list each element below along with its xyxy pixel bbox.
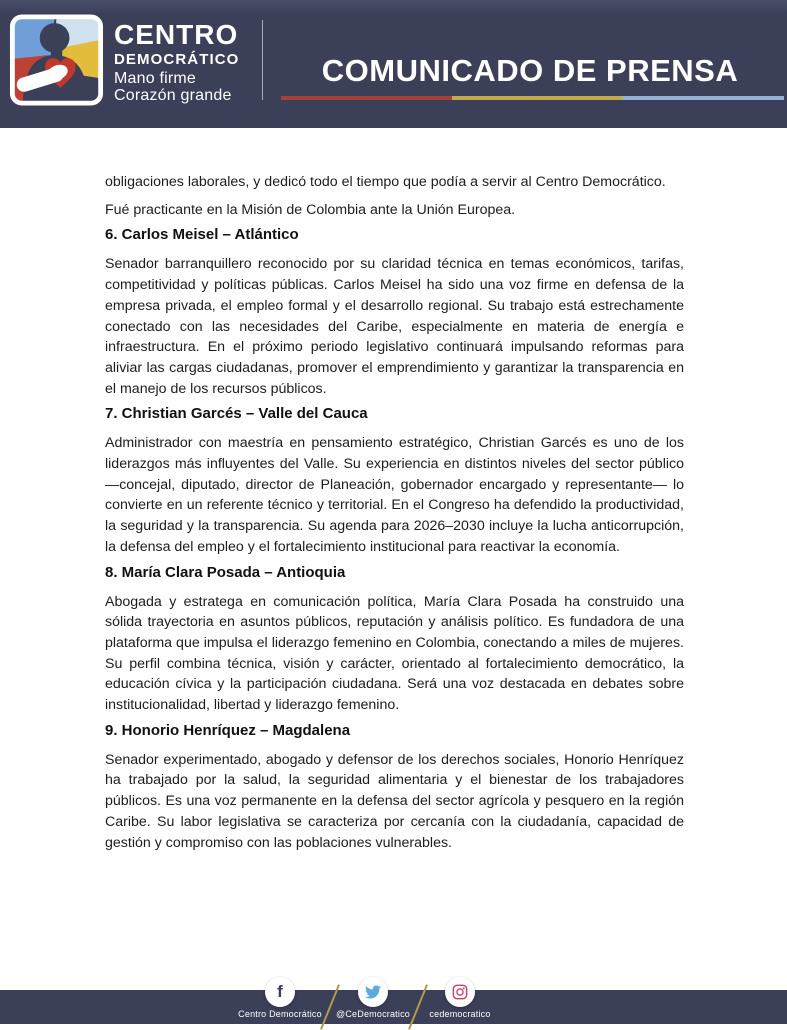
- twitter-icon[interactable]: [358, 977, 388, 1007]
- header-divider: [262, 20, 263, 100]
- social-item-facebook[interactable]: [235, 977, 325, 1019]
- banner-area: [280, 0, 780, 128]
- page-title: COMUNICADO DE PRENSA: [321, 53, 739, 88]
- intro-paragraph-2: Fué practicante en la Misión de Colombia ante la Unión Europea.: [105, 201, 516, 218]
- section-heading: 7. Christian Garcés – Valle del Cauca: [105, 405, 368, 423]
- section-maria-clara-posada: [105, 565, 684, 716]
- section-christian-garces: [105, 406, 684, 557]
- section-honorio-henriquez: [105, 723, 684, 854]
- facebook-handle: Centro Democrático: [238, 1009, 322, 1019]
- press-release-body: [105, 172, 684, 860]
- logo-wordmark: [114, 21, 239, 104]
- social-item-twitter[interactable]: [328, 977, 418, 1019]
- instagram-icon[interactable]: [445, 977, 475, 1007]
- underline-blue-segment: [623, 96, 784, 100]
- underline-yellow-segment: [452, 96, 623, 100]
- intro-paragraph-1: obligaciones laborales, y dedicó todo el tiempo que podía a servir al Centro Democrático.: [105, 174, 666, 190]
- section-paragraph: Senador barranquillero reconocido por su claridad técnica en temas económicos, tarifas, competitividad y políticas públicas. Carlos Meisel ha sido una voz firme en defensa de la empresa privada, el empleo formal y el desarrollo regional. Su trabajo está estrechamente conectado con las necesidades del Caribe, especialmente en materia de energía e infraestructura. En el próximo periodo legislativo continuará impulsando reformas para aliviar las cargas ciudadanas, promover el emprendimiento y garantizar la transparencia en el manejo de los recursos públicos.: [105, 256, 684, 397]
- section-paragraph: Senador experimentado, abogado y defensor de los derechos sociales, Honorio Henríquez ha trabajado por la salud, la seguridad alimentaria y el bienestar de los trabajadores públicos. Es una voz permanente en la defensa del sector agrícola y pesquero en la región Caribe. Su labor legislativa se caracteriza por cercanía con la ciudadanía, capacidad de gestión y compromiso con las poblaciones vulnerables.: [105, 751, 684, 851]
- social-item-instagram[interactable]: [415, 977, 505, 1019]
- facebook-icon[interactable]: f: [265, 977, 295, 1007]
- instagram-handle: cedemocratico: [429, 1009, 491, 1019]
- underline-red-segment: [281, 96, 452, 100]
- section-heading: 6. Carlos Meisel – Atlántico: [105, 226, 299, 244]
- logo-tagline-2: Corazón grande: [114, 87, 232, 104]
- logo-title-democratico: DEMOCRÁTICO: [114, 51, 240, 68]
- section-paragraph: Abogada y estratega en comunicación política, María Clara Posada ha construido una sólida trayectoria en asuntos públicos, reputación y análisis político. Es fundadora de una plataforma que impulsa el liderazgo femenino en Colombia, conectando a miles de mujeres. Su perfil combina técnica, visión y carácter, orientado al fortalecimiento democrático, la educación cívica y la participación ciudadana. Será una voz destacada en debates sobre institucionalidad, libertad y liderazgo femenino.: [105, 593, 684, 714]
- centro-democratico-logo: [8, 13, 105, 107]
- section-paragraph: Administrador con maestría en pensamiento estratégico, Christian Garcés es uno de los liderazgos más influyentes del Valle. Su experiencia en distintos niveles del sector público —concejal, diputado, director de Planeación, gobernador encargado y representante— lo convierte en un referente técnico y territorial. En el Congreso ha defendido la productividad, la seguridad y la transparencia. Su agenda para 2026–2030 incluye la lucha anticorrupción, la defensa del empleo y el fortalecimiento institucional para reactivar la economía.: [105, 435, 684, 555]
- header-banner: [0, 0, 787, 128]
- section-heading: 8. María Clara Posada – Antioquia: [105, 563, 346, 581]
- tricolor-underline: [281, 96, 784, 100]
- twitter-handle: @CeDemocratico: [336, 1009, 410, 1019]
- section-carlos-meisel: [105, 227, 684, 399]
- logo-title-centro: CENTRO: [114, 19, 239, 50]
- logo-tagline-1: Mano firme: [114, 70, 197, 87]
- section-heading: 9. Honorio Henríquez – Magdalena: [105, 721, 351, 739]
